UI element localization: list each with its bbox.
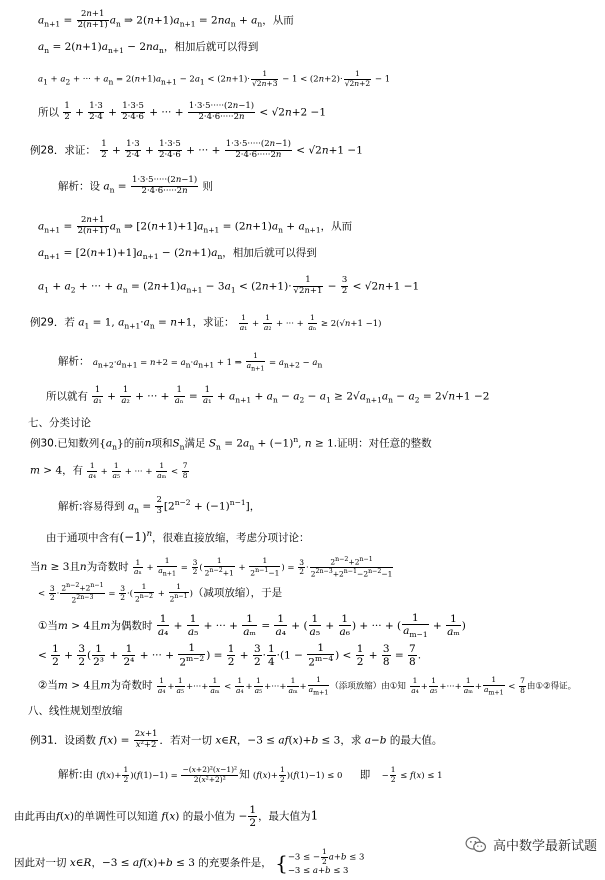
example-28-solution-intro: 解析：设 $a_n$ = $\frac{1\cdot 3\cdot 5\cdot\cdot\cdot\cdot\cdot(2n-1)}{2\cdot 4\cdot 6\cdot\cdot\cdot\cdot\cdot 2n}$ 则 xyxy=(58,175,213,196)
example-31-solution-3: 因此对一切 x∈R，−3 ≤ af(x)+b ≤ 3 的充要条件是， {−3 ≤ − $\frac{1}{2}$ a+b ≤ 3 −3 ≤ a+b ≤ 3 xyxy=(14,847,365,877)
eq-line-8: $a_{n+1} = [2(n+1)+1]a_{n+1} - (2n+1)a_n$，相加后就可以得到 xyxy=(38,247,317,262)
example-31-statement: 例31．设函数 f(x) = $\frac{2x+1}{\text{x²+2}}$ ．若对一切 x∈R，−3 ≤ af(x)+b ≤ 3，求 a−b 的最大值。 xyxy=(30,729,443,750)
example-30-statement-2: m > 4，有 $\frac{1}{\text{a₄}}$ + $\frac{1}{\text{a₅}}$ + ··· + $\frac{1}{\text{aₘ}}$ < $\frac{7}{8}$ xyxy=(30,461,188,480)
example-31-solution-1: 解析:由 (f(x)+ $\frac{1}{2}$ )(f(1)−1) = $\frac{\text{−(x+2)²(x−1)²}}{\text{2(x²+2)²}}$ 知 (f(x)+ $\frac{1}{2}$ )(f(1)−1) ≤ 0 即 − $\frac{1}{2}$ ≤ f(x) ≤ 1 xyxy=(58,765,443,784)
example-29-statement: 例29．若 $a_1 = 1$, $a_{n+1}\cdot a_n = n+1$，求证： $\frac{1}{\text{a₁}}$ + $\frac{1}{\text{a₂}}$ + ··· + $\frac{1}{\text{aₙ}}$ ≥ 2(√n+1 −1) xyxy=(30,313,382,332)
example-30-case-1-bound: < $\frac{1}{2}$ + $\frac{3}{2}$ ( $\frac{1}{\text{2³}}$ + $\frac{1}{\text{2⁴}}$ + ··· + $\frac{1}{2^{m-2}}$ ) = $\frac{1}{2}$ + $\frac{3}{2}$ · $\frac{1}{4}$ ·(1 − $\frac{1}{2^{m-4}}$ ) < $\frac{1}{2}$ + $\frac{3}{8}$ = $\frac{7}{8}$ . xyxy=(38,642,422,669)
example-30-case-2: ②当m > 4且m为奇数时 $\frac{1}{\text{a₄}}$ + $\frac{1}{\text{a₅}}$ +···+ $\frac{1}{\text{aₘ}}$ < $\frac{1}{\text{a₄}}$ + $\frac{1}{\text{a₅}}$ +···+ $\frac{1}{\text{aₘ}}$ + $\frac{1}{a_{m+1}}$ （添项放缩）由①知 $\frac{1}{\text{a₄}}$ + $\frac{1}{\text{a₅}}$ +···+ $\frac{1}{\text{aₘ}}$ + $\frac{1}{a_{m+1}}$ < $\frac{7}{8}$ 由①②得证。 xyxy=(38,675,577,697)
example-31-solution-2: 由此再由f(x)的单调性可以知道 f(x) 的最小值为 − $\frac{1}{2}$ ，最大值为1 xyxy=(14,804,319,830)
eq-line-4: 所以 $\frac{1}{2}$ + $\frac{1\cdot 3}{2\cdot 4}$ + $\frac{1\cdot 3\cdot 5}{2\cdot 4\cdot 6}$ + ··· + $\frac{1\cdot 3\cdot 5\cdot\cdot\cdot\cdot\cdot(2n-1)}{2\cdot 4\cdot 6\cdot\cdot\cdot\cdot\cdot 2n}$ < √2n+2 −1 xyxy=(38,101,327,122)
example-29-conclusion: 所以就有 $\frac{1}{\text{a₁}}$ + $\frac{1}{\text{a₂}}$ + ··· + $\frac{1}{\text{aₙ}}$ = $\frac{1}{\text{a₁}}$ + $a_{n+1} + a_n - a_2 - a_1 \ge 2√a_{n+1}a_n - a_2 = 2√n+1 -2$ xyxy=(46,385,490,406)
example-30-shrink: < $\frac{3}{2}$ · $\frac{2^{n-2}+2^{n-1}}{2^{2n-3}}$ = $\frac{3}{2}$ ·( $\frac{1}{2^{n-2}}$ + $\frac{1}{2^{n-1}}$ )（减项放缩），于是 xyxy=(38,582,283,605)
eq-line-1: $a_{n+1}$ = $\frac{2n+1}{2(n+1)}$ $a_n$ ⇒ $2(n+1)a_{n+1} = 2na_n + a_n$，从而 xyxy=(38,9,294,30)
example-30-solution-2: 由于通项中含有$(-1)^n$，很难直接放缩，考虑分项讨论： xyxy=(46,529,310,544)
example-30-statement: 例30.已知数列$\{a_n\}$的前n项和$S_n$满足 $S_n = 2a_n + (-1)^n$, n ≥ 1.证明：对任意的整数 xyxy=(30,435,432,452)
eq-line-7: $a_{n+1}$ = $\frac{2n+1}{2(n+1)}$ $a_n$ ⇒ $[2(n+1)+1]a_{n+1} = (2n+1)a_n + a_{n+1}$，从而 xyxy=(38,215,353,236)
wechat-icon xyxy=(465,836,487,854)
section-heading-8: 八、线性规划型放缩 xyxy=(28,705,123,717)
example-30-case-odd: 当n ≥ 3且n为奇数时 $\frac{1}{\text{aₙ}}$ + $\frac{1}{a_{n+1}}$ = $\frac{3}{2}$ ( $\frac{1}{2^{n-2}+1}$ + $\frac{1}{2^{n-1}-1}$ ) = $\frac{3}{2}$ · $\frac{2^{n-2}+2^{n-1}}{2^{2n-3}+2^{n-1}-2^{n-2}-1}$ xyxy=(30,556,393,579)
example-29-solution: 解析： $a_{n+2}\cdot a_{n+1} = n+2 = a_n\cdot a_{n+1} + 1$ ⇒ $\frac{1}{a_{n+1}}$ = $a_{n+2} - a_n$ xyxy=(58,351,323,373)
example-28-statement: 例28．求证： $\frac{1}{2}$ + $\frac{1\cdot 3}{2\cdot 4}$ + $\frac{1\cdot 3\cdot 5}{2\cdot 4\cdot 6}$ + ··· + $\frac{1\cdot 3\cdot 5\cdot\cdot\cdot\cdot\cdot(2n-1)}{2\cdot 4\cdot 6\cdot\cdot\cdot\cdot\cdot 2n}$ < √2n+1 −1 xyxy=(30,139,363,160)
example-30-case-1: ①当m > 4且m为偶数时 $\frac{1}{\text{a₄}}$ + $\frac{1}{\text{a₅}}$ + ··· + $\frac{1}{\text{aₘ}}$ = $\frac{1}{\text{a₄}}$ + ( $\frac{1}{\text{a₅}}$ + $\frac{1}{\text{a₆}}$ ) + ··· + ( $\frac{1}{a_{m-1}}$ + $\frac{1}{\text{aₘ}}$ ) xyxy=(38,612,466,640)
watermark-text: 高中数学最新试题 xyxy=(492,839,597,854)
section-heading-7: 七、分类讨论 xyxy=(28,417,91,429)
eq-line-3: $a_1 + a_2$ + ··· + $a_n = 2(n+1)a_{n+1} - 2a_1 < (2n+1)\cdot$ $\frac{1}{√2n+3}$ − 1 < (2n+2)· $\frac{1}{√2n+2}$ − 1 xyxy=(38,69,391,88)
wechat-watermark xyxy=(465,835,597,854)
eq-line-9: $a_1 + a_2$ + ··· + $a_n = (2n+1)a_{n+1} - 3a_1 < (2n+1)\cdot$ $\frac{1}{√2n+1}$ − $\frac{3}{2}$ < √2n+1 −1 xyxy=(38,275,420,296)
example-30-solution-1: 解析:容易得到 $a_n$ = $\frac{2}{3}$ $[2^{n-2} + (-1)^{n-1}]$， xyxy=(58,495,261,516)
eq-line-2: $a_n = 2(n+1)a_{n+1} - 2na_n$，相加后就可以得到 xyxy=(38,41,259,56)
